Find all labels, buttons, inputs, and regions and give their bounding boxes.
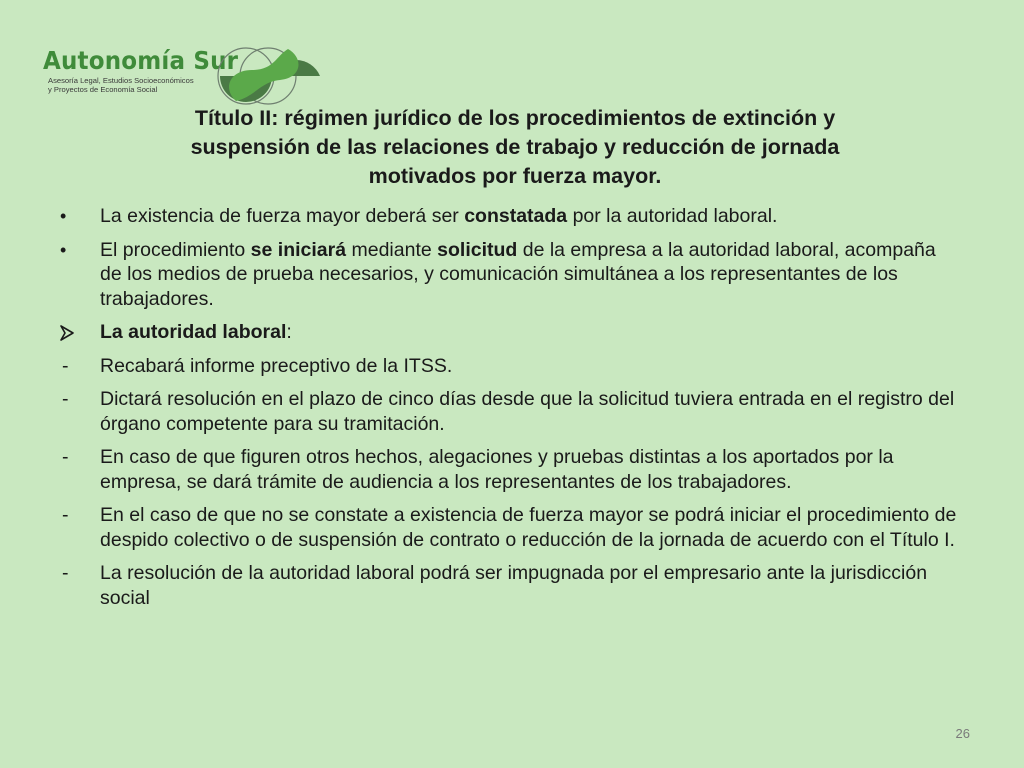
bullet-text: de la empresa a la autoridad laboral, acompaña de los medios de prueba necesarios, y comunicación simultánea a los representantes de los trabajadores.: [100, 238, 936, 310]
bullet-text: mediante: [346, 238, 438, 261]
slide-body: [60, 204, 960, 619]
dash-text: En caso de que figuren otros hechos, alegaciones y pruebas distintas a los aportados por la empresa, se dará trámite de audiencia a los representantes de los trabajadores.: [100, 446, 894, 493]
bullet-marker: •: [60, 239, 67, 260]
dash-marker: -: [62, 504, 69, 526]
dash-text: En el caso de que no se constate a existencia de fuerza mayor se podrá iniciar el procedimiento de despido colectivo o de suspensión de contrato o reducción de la jornada de acuerdo con el Título I.: [100, 504, 957, 551]
dash-marker: -: [62, 446, 69, 468]
title-line-2: suspensión de las relaciones de trabajo y reducción de jornada: [190, 135, 840, 159]
dash-marker: -: [62, 354, 69, 377]
title-line-3: motivados por fuerza mayor.: [368, 164, 662, 188]
logo-name: Autonomía Sur: [43, 46, 239, 75]
bold-text: La autoridad laboral: [100, 321, 287, 343]
dash-text: Recabará informe preceptivo de la ITSS.: [100, 354, 453, 377]
bullet-item: [60, 238, 960, 312]
logo-subtitle-line-1: Asesoría Legal, Estudios Socioeconómicos: [48, 76, 194, 85]
dash-item: [60, 387, 960, 436]
arrow-item: [60, 320, 960, 345]
logo-subtitle: [48, 76, 194, 94]
slide-title: [70, 104, 960, 191]
arrow-text: :: [286, 321, 292, 343]
bullet-text: El procedimiento: [100, 238, 251, 261]
overlapping-circles-logo-icon: [216, 46, 326, 106]
company-logo: [40, 44, 330, 106]
dash-item: [60, 354, 960, 379]
dash-marker: -: [62, 562, 69, 584]
bullet-item: [60, 204, 960, 229]
dash-item: [60, 503, 960, 552]
logo-subtitle-line-2: y Proyectos de Economía Social: [48, 85, 158, 94]
dash-text: Dictará resolución en el plazo de cinco días desde que la solicitud tuviera entrada en el registro del órgano competente para su tramitación.: [100, 388, 955, 435]
bullet-text: La existencia de fuerza mayor deberá ser: [100, 205, 465, 227]
page-number: 26: [955, 726, 970, 741]
bullet-text: por la autoridad laboral.: [567, 205, 778, 227]
dash-item: [60, 561, 960, 610]
bold-text: se iniciará: [250, 238, 347, 261]
bold-text: constatada: [464, 205, 568, 227]
bullet-marker: •: [60, 206, 67, 226]
title-line-1: Título II: régimen jurídico de los procedimientos de extinción y: [194, 106, 836, 130]
bold-text: solicitud: [437, 238, 518, 261]
dash-text: La resolución de la autoridad laboral podrá ser impugnada por el empresario ante la jurisdicción social: [100, 562, 928, 609]
dash-marker: -: [62, 388, 69, 410]
dash-item: [60, 445, 960, 494]
